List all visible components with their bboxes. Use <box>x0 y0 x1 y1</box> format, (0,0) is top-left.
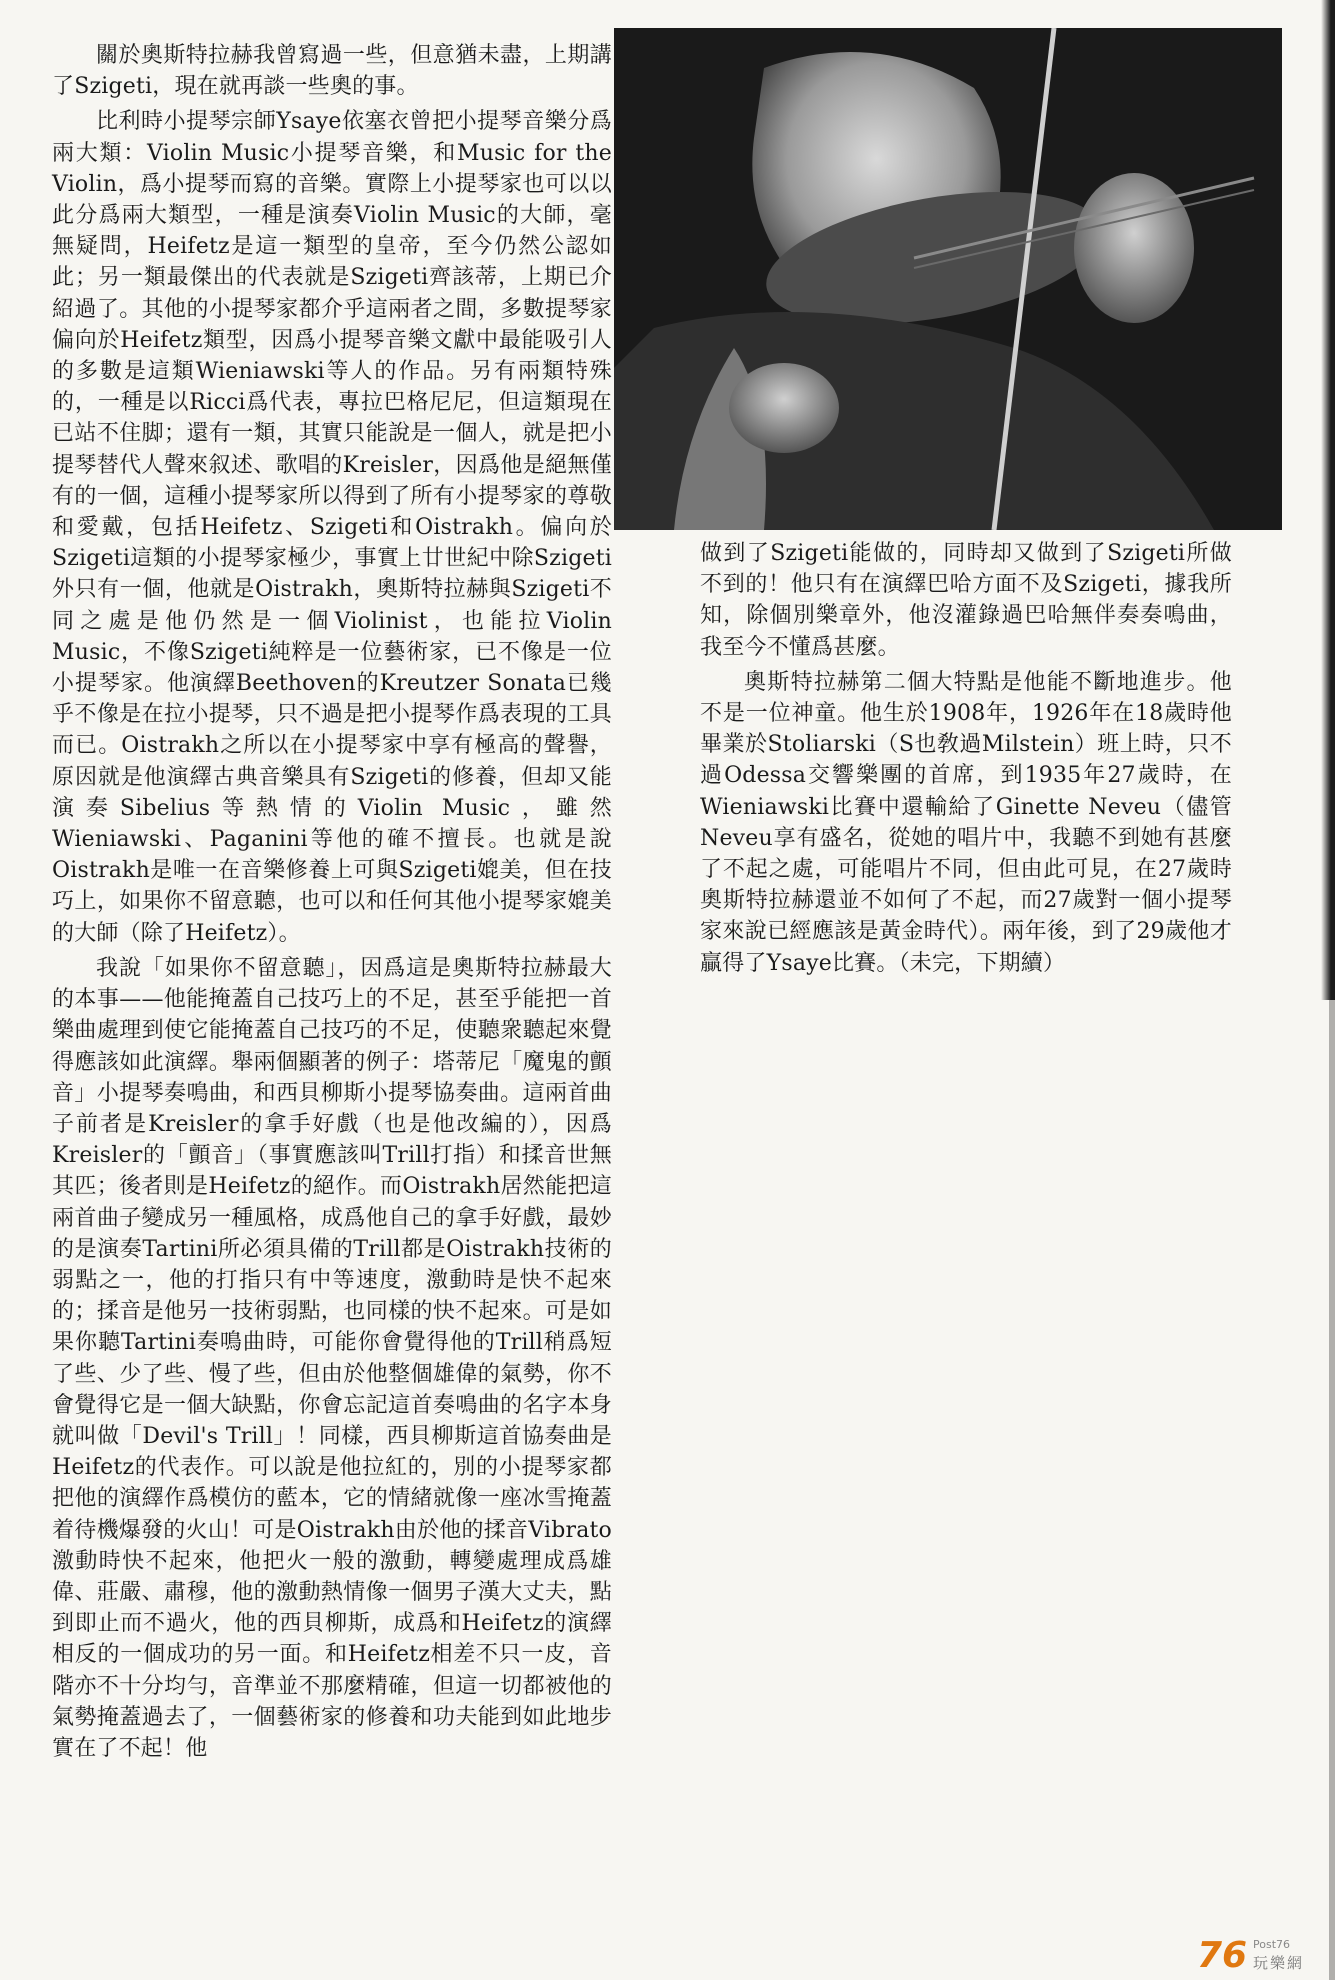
article-paragraph-1: 關於奧斯特拉赫我曾寫過一些，但意猶未盡，上期講了Szigeti，現在就再談一些奧的事。 <box>52 43 612 100</box>
right-text-column <box>700 538 1232 983</box>
violinist-photo <box>614 28 1282 530</box>
watermark-small-text: Post76 <box>1253 1938 1291 1951</box>
watermark-chinese-text: 玩樂網 <box>1253 1954 1305 1972</box>
left-text-column <box>52 40 612 1768</box>
article-paragraph-5: 奧斯特拉赫第二個大特點是他能不斷地進步。他不是一位神童。他生於1908年，1926年在18歲時他畢業於Stoliarski（S也敎過Milstein）班上時，只不過Odessa交響樂團的首席，到1935年27歲時，在Wieniawski比賽中還輸給了Ginette Neveu（儘管Neveu享有盛名，從她的唱片中，我聽不到她有甚麼了不起之處，可能唱片不同，但由此可見，在27歲時奧斯特拉赫還並不如何了不起，而27歲對一個小提琴家來說已經應該是黃金時代）。兩年後，到了29歲他才贏得了Ysaye比賽。（未完，下期續） <box>700 669 1232 976</box>
scan-edge <box>1321 0 1335 1000</box>
watermark-number: 76 <box>1197 1935 1248 1976</box>
article-paragraph-3: 我說「如果你不留意聽」，因爲這是奧斯特拉赫最大的本事——他能掩蓋自己技巧上的不足，甚至乎能把一首樂曲處理到使它能掩蓋自己技巧的不足，使聽衆聽起來覺得應該如此演繹。舉兩個顯著的例子：塔蒂尼「魔鬼的顫音」小提琴奏鳴曲，和西貝柳斯小提琴協奏曲。這兩首曲子前者是Kreisler的拿手好戲（也是他改編的），因爲Kreisler的「顫音」（事實應該叫Trill打指）和揉音世無其匹；後者則是Heifetz的絕作。而Oistrakh居然能把這兩首曲子變成另一種風格，成爲他自己的拿手好戲，最妙的是演奏Tartini所必須具備的Trill都是Oistrakh技術的弱點之一，他的打指只有中等速度，激動時是快不起來的；揉音是他另一技術弱點，也同樣的快不起來。可是如果你聽Tartini奏鳴曲時，可能你會覺得他的Trill稍爲短了些、少了些、慢了些，但由於他整個雄偉的氣勢，你不會覺得它是一個大缺點，你會忘記這首奏鳴曲的名字本身就叫做「Devil's Trill」！同樣，西貝柳斯這首協奏曲是Heifetz的代表作。可以說是他拉紅的，別的小提琴家都把他的演繹作爲模仿的藍本，它的情緒就像一座冰雪掩蓋着待機爆發的火山！可是Oistrakh由於他的揉音Vibrato激動時快不起來，他把火一般的激動，轉變處理成爲雄偉、莊嚴、肅穆，他的激動熱情像一個男子漢大丈夫，點到即止而不過火，他的西貝柳斯，成爲和Heifetz的演繹相反的一個成功的另一面。和Heifetz相差不只一皮，音階亦不十分均勻，音準並不那麼精確，但這一切都被他的氣勢掩蓋過去了，一個藝術家的修養和功夫能到如此地步實在了不起！他 <box>52 955 612 1761</box>
scan-edge-shadow <box>1329 1000 1335 1980</box>
violinist-photo-drawing <box>614 28 1282 530</box>
watermark-logo <box>1197 1935 1317 1976</box>
article-paragraph-4: 做到了Szigeti能做的，同時却又做到了Szigeti所做不到的！他只有在演繹巴哈方面不及Szigeti，據我所知，除個別樂章外，他沒灌錄過巴哈無伴奏奏鳴曲，我至今不懂爲甚麼。 <box>700 541 1232 660</box>
article-paragraph-2: 比利時小提琴宗師Ysaye依塞衣曾把小提琴音樂分爲兩大類：Violin Music小提琴音樂，和Music for the Violin，爲小提琴而寫的音樂。實際上小提琴家也可以以此分爲兩大類型，一種是演奏Violin Music的大師，毫無疑問，Heifetz是這一類型的皇帝，至今仍然公認如此；另一類最傑出的代表就是Szigeti齊該蒂，上期已介紹過了。其他的小提琴家都介乎這兩者之間，多數提琴家偏向於Heifetz類型，因爲小提琴音樂文獻中最能吸引人的多數是這類Wieniawski等人的作品。另有兩類特殊的，一種是以Ricci爲代表，專拉巴格尼尼，但這類現在已站不住脚；還有一類，其實只能說是一個人，就是把小提琴替代人聲來叙述、歌唱的Kreisler，因爲他是絕無僅有的一個，這種小提琴家所以得到了所有小提琴家的尊敬和愛戴，包括Heifetz、Szigeti和Oistrakh。偏向於Szigeti這類的小提琴家極少，事實上廿世紀中除Szigeti外只有一個，他就是Oistrakh，奧斯特拉赫與Szigeti不同之處是他仍然是一個Violinist，也能拉Violin Music，不像Szigeti純粹是一位藝術家，已不像是一位小提琴家。他演繹Beethoven的Kreutzer Sonata已幾乎不像是在拉小提琴，只不過是把小提琴作爲表現的工具而已。Oistrakh之所以在小提琴家中享有極高的聲譽，原因就是他演繹古典音樂具有Szigeti的修養，但却又能演奏Sibelius等熱情的Violin Music，雖然Wieniawski、Paganini等他的確不擅長。也就是說Oistrakh是唯一在音樂修養上可與Szigeti媲美，但在技巧上，如果你不留意聽，也可以和任何其他小提琴家媲美的大師（除了Heifetz）。 <box>52 109 612 946</box>
